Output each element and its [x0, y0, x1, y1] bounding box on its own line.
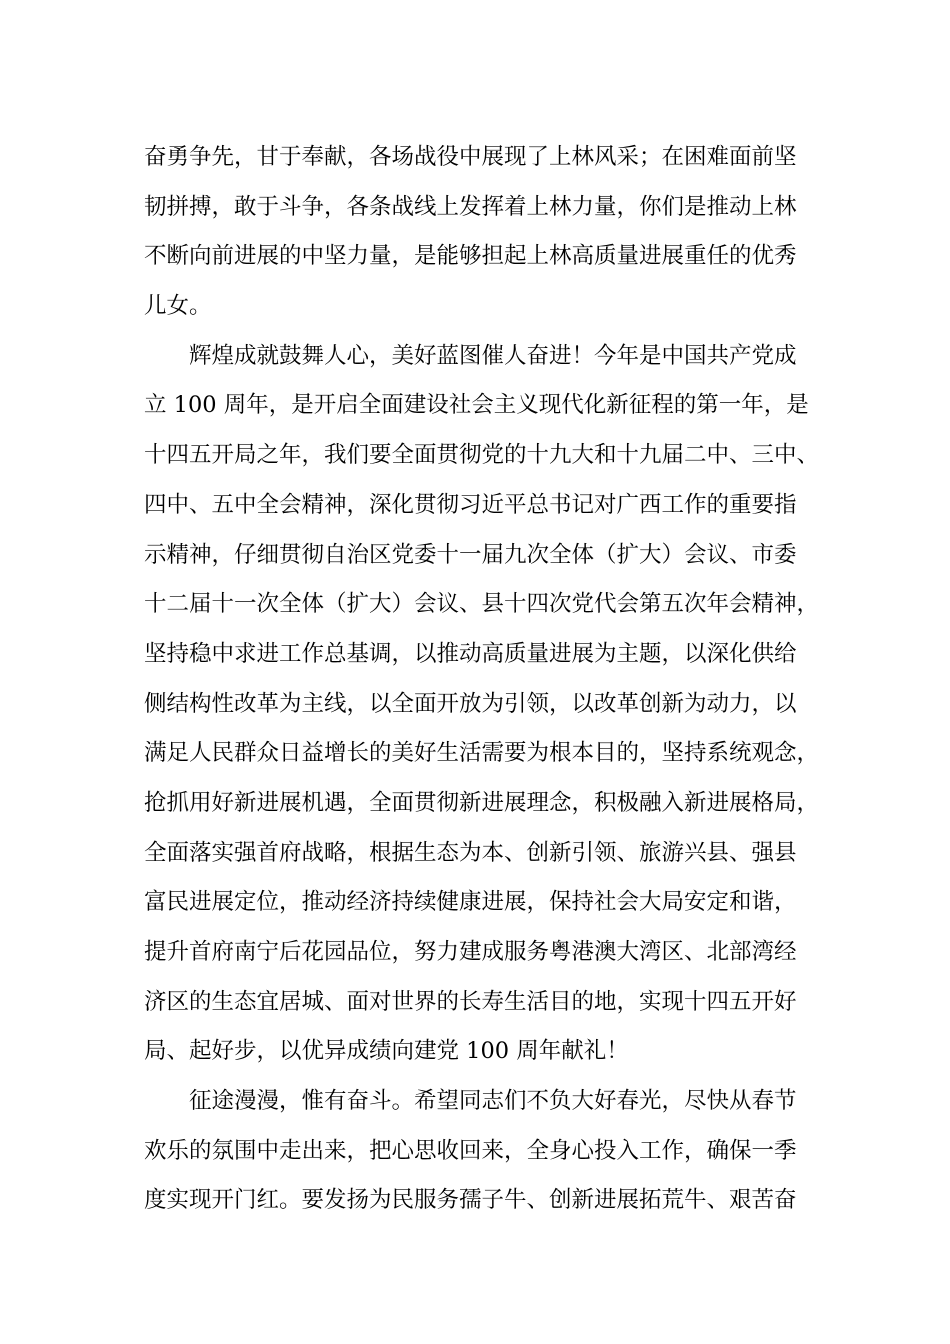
- text-line: 坚持稳中求进工作总基调，以推动高质量进展为主题，以深化供给: [144, 640, 797, 667]
- text-line: 征途漫漫，惟有奋斗。希望同志们不负大好春光，尽快从春节: [144, 1088, 797, 1115]
- text-line: 示精神，仔细贯彻自治区党委十一届九次全体（扩大）会议、市委: [144, 541, 797, 568]
- text-line: 奋勇争先，甘于奉献，各场战役中展现了上林风采；在困难面前坚: [144, 144, 797, 170]
- text-line: 提升首府南宁后花园品位，努力建成服务粤港澳大湾区、北部湾经: [144, 939, 797, 965]
- body-text: [144, 133, 824, 1226]
- text-line: 度实现开门红。要发扬为民服务孺子牛、创新进展拓荒牛、艰苦奋: [144, 1187, 797, 1214]
- text-line: 满足人民群众日益增长的美好生活需要为根本目的，坚持系统观念，: [144, 740, 820, 767]
- text-line: 富民进展定位，推动经济持续健康进展，保持社会大局安定和谐，: [144, 889, 797, 916]
- text-line: 抢抓用好新进展机遇，全面贯彻新进展理念，积极融入新进展格局，: [144, 789, 820, 816]
- text-line: 十二届十一次全体（扩大）会议、县十四次党代会第五次年会精神，: [144, 591, 820, 618]
- text-line: 不断向前进展的中坚力量，是能够担起上林高质量进展重任的优秀: [144, 243, 797, 270]
- text-line: 侧结构性改革为主线，以全面开放为引领，以改革创新为动力，以: [144, 690, 797, 717]
- text-line: 四中、五中全会精神，深化贯彻习近平总书记对广西工作的重要指: [144, 491, 797, 518]
- text-line: 韧拼搏，敢于斗争，各条战线上发挥着上林力量，你们是推动上林: [144, 193, 797, 220]
- text-line: 立 100 周年，是开启全面建设社会主义现代化新征程的第一年，是: [144, 392, 809, 419]
- text-line: 辉煌成就鼓舞人心，美好蓝图催人奋进！今年是中国共产党成: [144, 342, 797, 369]
- text-line: 十四五开局之年，我们要全面贯彻党的十九大和十九届二中、三中、: [144, 442, 820, 469]
- text-line: 欢乐的氛围中走出来，把心思收回来，全身心投入工作，确保一季: [144, 1137, 797, 1164]
- text-line: 局、起好步，以优异成绩向建党 100 周年献礼！: [144, 1038, 629, 1065]
- text-line: 儿女。: [144, 293, 212, 320]
- text-line: 全面落实强首府战略，根据生态为本、创新引领、旅游兴县、强县: [144, 839, 797, 866]
- text-line: 济区的生态宜居城、面对世界的长寿生活目的地，实现十四五开好: [144, 988, 797, 1015]
